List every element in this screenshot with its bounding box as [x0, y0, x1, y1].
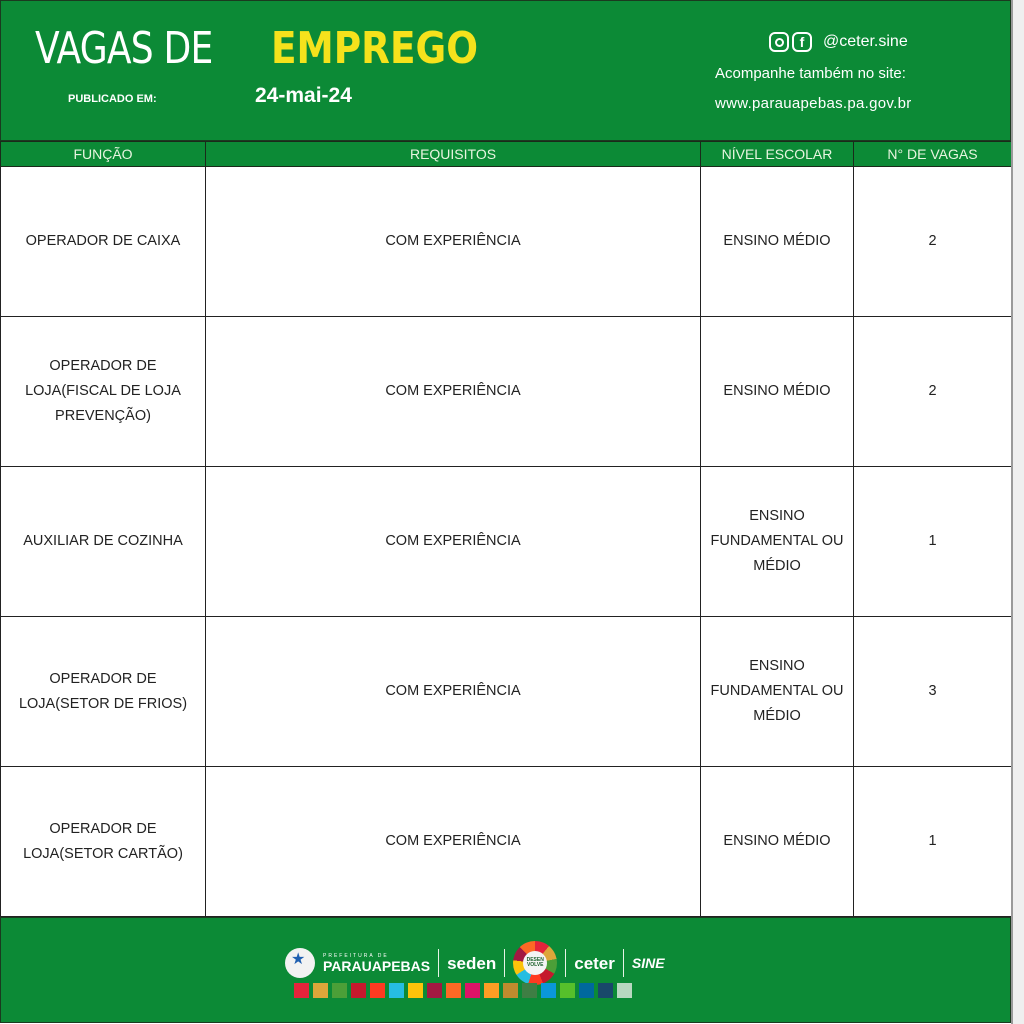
desenvolve-text: DESEN VOLVE [523, 951, 547, 975]
cell-funcao: OPERADOR DE LOJA(FISCAL DE LOJA PREVENÇÃO) [1, 317, 206, 467]
jobs-table [0, 141, 1012, 917]
footer-banner [0, 917, 1011, 1023]
seden-logo [447, 955, 496, 972]
cell-funcao: OPERADOR DE LOJA(SETOR CARTÃO) [1, 767, 206, 917]
ods-goal-8-icon [427, 983, 442, 998]
cell-requisitos: COM EXPERIÊNCIA [206, 767, 701, 917]
header-requisitos: REQUISITOS [206, 142, 701, 167]
ods-goal-18-icon [617, 983, 632, 998]
cell-requisitos: COM EXPERIÊNCIA [206, 167, 701, 317]
ods-goal-13-icon [522, 983, 537, 998]
cell-vagas: 2 [854, 317, 1012, 467]
table-row [1, 317, 1012, 467]
logo-divider [504, 949, 505, 977]
logo-divider [565, 949, 566, 977]
table-row [1, 167, 1012, 317]
ods-goal-17-icon [598, 983, 613, 998]
ods-goal-1-icon [294, 983, 309, 998]
desenvolve-ring-logo [513, 941, 557, 985]
ods-goal-14-icon [541, 983, 556, 998]
cell-nivel: ENSINO MÉDIO [701, 767, 854, 917]
website-link[interactable]: www.parauapebas.pa.gov.br [715, 95, 912, 112]
ceter-name: ceter [574, 953, 615, 973]
cell-requisitos: COM EXPERIÊNCIA [206, 467, 701, 617]
partner-logos [285, 941, 665, 985]
ods-goal-4-icon [351, 983, 366, 998]
table-row [1, 467, 1012, 617]
cell-requisitos: COM EXPERIÊNCIA [206, 317, 701, 467]
ods-goal-12-icon [503, 983, 518, 998]
ods-goal-5-icon [370, 983, 385, 998]
prefeitura-logo [323, 954, 430, 973]
ceter-logo [574, 955, 615, 972]
social-handle[interactable]: @ceter.sine [823, 33, 908, 50]
facebook-icon[interactable]: f [792, 32, 812, 52]
cell-nivel: ENSINO MÉDIO [701, 317, 854, 467]
table-header-row [1, 142, 1012, 167]
header-banner [0, 0, 1011, 141]
cell-vagas: 2 [854, 167, 1012, 317]
cell-nivel: ENSINO MÉDIO [701, 167, 854, 317]
follow-text: Acompanhe também no site: [715, 65, 906, 82]
seden-name: seden [447, 953, 497, 973]
cell-vagas: 3 [854, 617, 1012, 767]
logo-divider [623, 949, 624, 977]
ods-goal-16-icon [579, 983, 594, 998]
header-nivel-escolar: NÍVEL ESCOLAR [701, 142, 854, 167]
ods-goal-2-icon [313, 983, 328, 998]
social-links [769, 32, 908, 52]
cell-vagas: 1 [854, 767, 1012, 917]
cell-nivel: ENSINO FUNDAMENTAL OU MÉDIO [701, 617, 854, 767]
ods-goal-15-icon [560, 983, 575, 998]
title-emprego: EMPREGO [271, 23, 479, 74]
logo-divider [438, 949, 439, 977]
published-date: 24-mai-24 [255, 84, 352, 107]
cell-requisitos: COM EXPERIÊNCIA [206, 617, 701, 767]
published-label: PUBLICADO EM: [68, 93, 157, 105]
ods-goal-7-icon [408, 983, 423, 998]
table-row [1, 617, 1012, 767]
ods-goal-6-icon [389, 983, 404, 998]
prefeitura-name: PARAUAPEBAS [323, 957, 431, 974]
cell-funcao: AUXILIAR DE COZINHA [1, 467, 206, 617]
ods-icons-strip [294, 983, 632, 998]
cell-funcao: OPERADOR DE CAIXA [1, 167, 206, 317]
header-funcao: FUNÇÃO [1, 142, 206, 167]
cell-funcao: OPERADOR DE LOJA(SETOR DE FRIOS) [1, 617, 206, 767]
header-num-vagas: N° DE VAGAS [854, 142, 1012, 167]
title-vagas-de: VAGAS DE [35, 23, 213, 74]
ods-goal-11-icon [484, 983, 499, 998]
table-row [1, 767, 1012, 917]
instagram-icon[interactable] [769, 32, 789, 52]
parauapebas-emblem-icon [285, 948, 315, 978]
cell-nivel: ENSINO FUNDAMENTAL OU MÉDIO [701, 467, 854, 617]
ods-goal-3-icon [332, 983, 347, 998]
prefeitura-small-text: PREFEITURA DE [323, 952, 389, 959]
page-edge-scrollbar[interactable] [1011, 0, 1024, 1024]
ods-goal-9-icon [446, 983, 461, 998]
ods-goal-10-icon [465, 983, 480, 998]
cell-vagas: 1 [854, 467, 1012, 617]
sine-logo: SINE [631, 955, 665, 971]
